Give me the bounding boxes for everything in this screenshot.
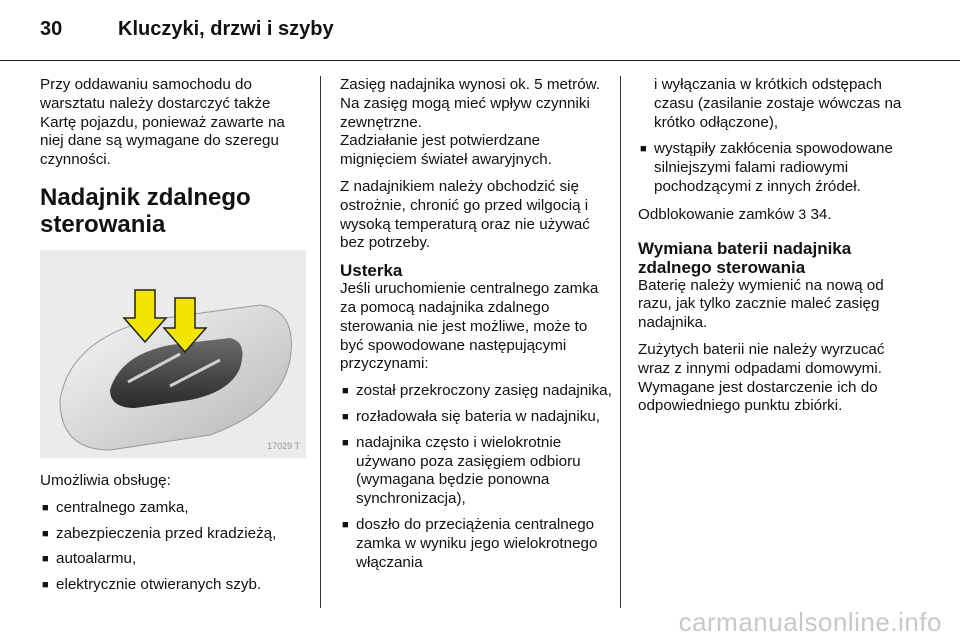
causes-list [340, 382, 612, 572]
bullet-square-icon: ■ [342, 410, 349, 423]
list-item: ■ zabezpieczenia przed kradzieżą, [42, 524, 277, 542]
watermark: carmanualsonline.info [678, 607, 942, 637]
page-header [40, 18, 334, 48]
causes-list-continued [638, 140, 920, 196]
bullet-square-icon: ■ [342, 436, 349, 449]
list-item: ■ nadajnika często i wielokrotnie używano poza zasięgiem odbioru (wymagana będzie ponowna synchronizacja), [342, 433, 581, 508]
list-item: ■ doszło do przeciążenia centralnego zamka w wyniku jego wielokrotnego włączania [342, 515, 598, 571]
battery-paragraph-1: Baterię należy wymienić na nową od razu, jak tylko zacznie maleć zasięg nadajnika. [638, 276, 884, 332]
range-paragraph: Zasięg nadajnika wynosi ok. 5 metrów. Na zasięg mogą mieć wpływ czynniki zewnętrzne. [340, 76, 601, 131]
fault-paragraph: Jeśli uruchomienie centralnego zamka za pomocą nadajnika zdalnego sterowania nie jest możliwe, może to być spowodowane następującymi przyczynami: [340, 280, 599, 373]
intro-paragraph: Przy oddawaniu samochodu do warsztatu należy dostarczyć także Kartę pojazdu, ponieważ zawarte na niej dane są wymagane do szeregu czynności. [40, 76, 285, 169]
fault-heading: Usterka [340, 261, 403, 281]
unlock-reference: Odblokowanie zamków 3 34. [638, 205, 832, 223]
list-item: ■ centralnego zamka, [42, 498, 189, 516]
header-divider [0, 60, 960, 61]
list-item: ■ autoalarmu, [42, 550, 137, 568]
continuation-text: i wyłączania w krótkich odstępach czasu (zasilanie zostaje wówczas na krótko odłączone), [654, 76, 902, 131]
battery-paragraph-2: Zużytych baterii nie należy wyrzucać wraz z innymi odpadami domowymi. Wymagane jest dostarczenie ich do odpowiedniego punktu zbiórki. [638, 340, 885, 415]
page-number: 30 [40, 18, 63, 40]
bullet-square-icon: ■ [42, 579, 49, 592]
functions-intro: Umożliwia obsługę: [40, 471, 171, 489]
column-divider-2 [620, 76, 621, 608]
bullet-square-icon: ■ [42, 553, 49, 566]
figure-code: 17029 T [267, 441, 300, 452]
remote-key-illustration [40, 250, 306, 458]
bullet-square-icon: ■ [342, 385, 349, 398]
list-item: ■ rozładowała się bateria w nadajniku, [342, 407, 600, 425]
bullet-square-icon: ■ [42, 527, 49, 540]
arrow-reference-icon: 3 [798, 205, 807, 222]
heading-line-1: Nadajnik zdalnego [40, 183, 251, 211]
column-1 [40, 76, 310, 603]
bullet-square-icon: ■ [42, 501, 49, 514]
column-2 [340, 76, 612, 580]
bullet-square-icon: ■ [342, 518, 349, 531]
list-item: ■ wystąpiły zakłócenia spowodowane silniejszymi falami radiowymi pochodzącymi z innych źródeł. [640, 140, 893, 195]
functions-list [40, 499, 310, 595]
bullet-square-icon: ■ [640, 143, 647, 156]
list-item: ■ elektrycznie otwieranych szyb. [42, 576, 262, 594]
unlock-page-link[interactable]: 34. [810, 205, 832, 223]
battery-heading: Wymiana baterii nadajnika zdalnego sterowania [638, 238, 852, 277]
list-item: ■ został przekroczony zasięg nadajnika, [342, 382, 612, 400]
key-fob-drawing [40, 250, 306, 458]
section-heading-remote [40, 184, 310, 238]
heading-line-2: sterowania [40, 210, 166, 238]
column-divider-1 [320, 76, 321, 608]
confirmation-paragraph: Zadziałanie jest potwierdzane mignięciem świateł awaryjnych. [340, 132, 552, 169]
page-title: Kluczyki, drzwi i szyby [118, 18, 334, 40]
column-3 [638, 76, 920, 424]
care-paragraph: Z nadajnikiem należy obchodzić się ostrożnie, chronić go przed wilgocią i wysoką temperaturą oraz nie używać bez potrzeby. [340, 177, 590, 252]
